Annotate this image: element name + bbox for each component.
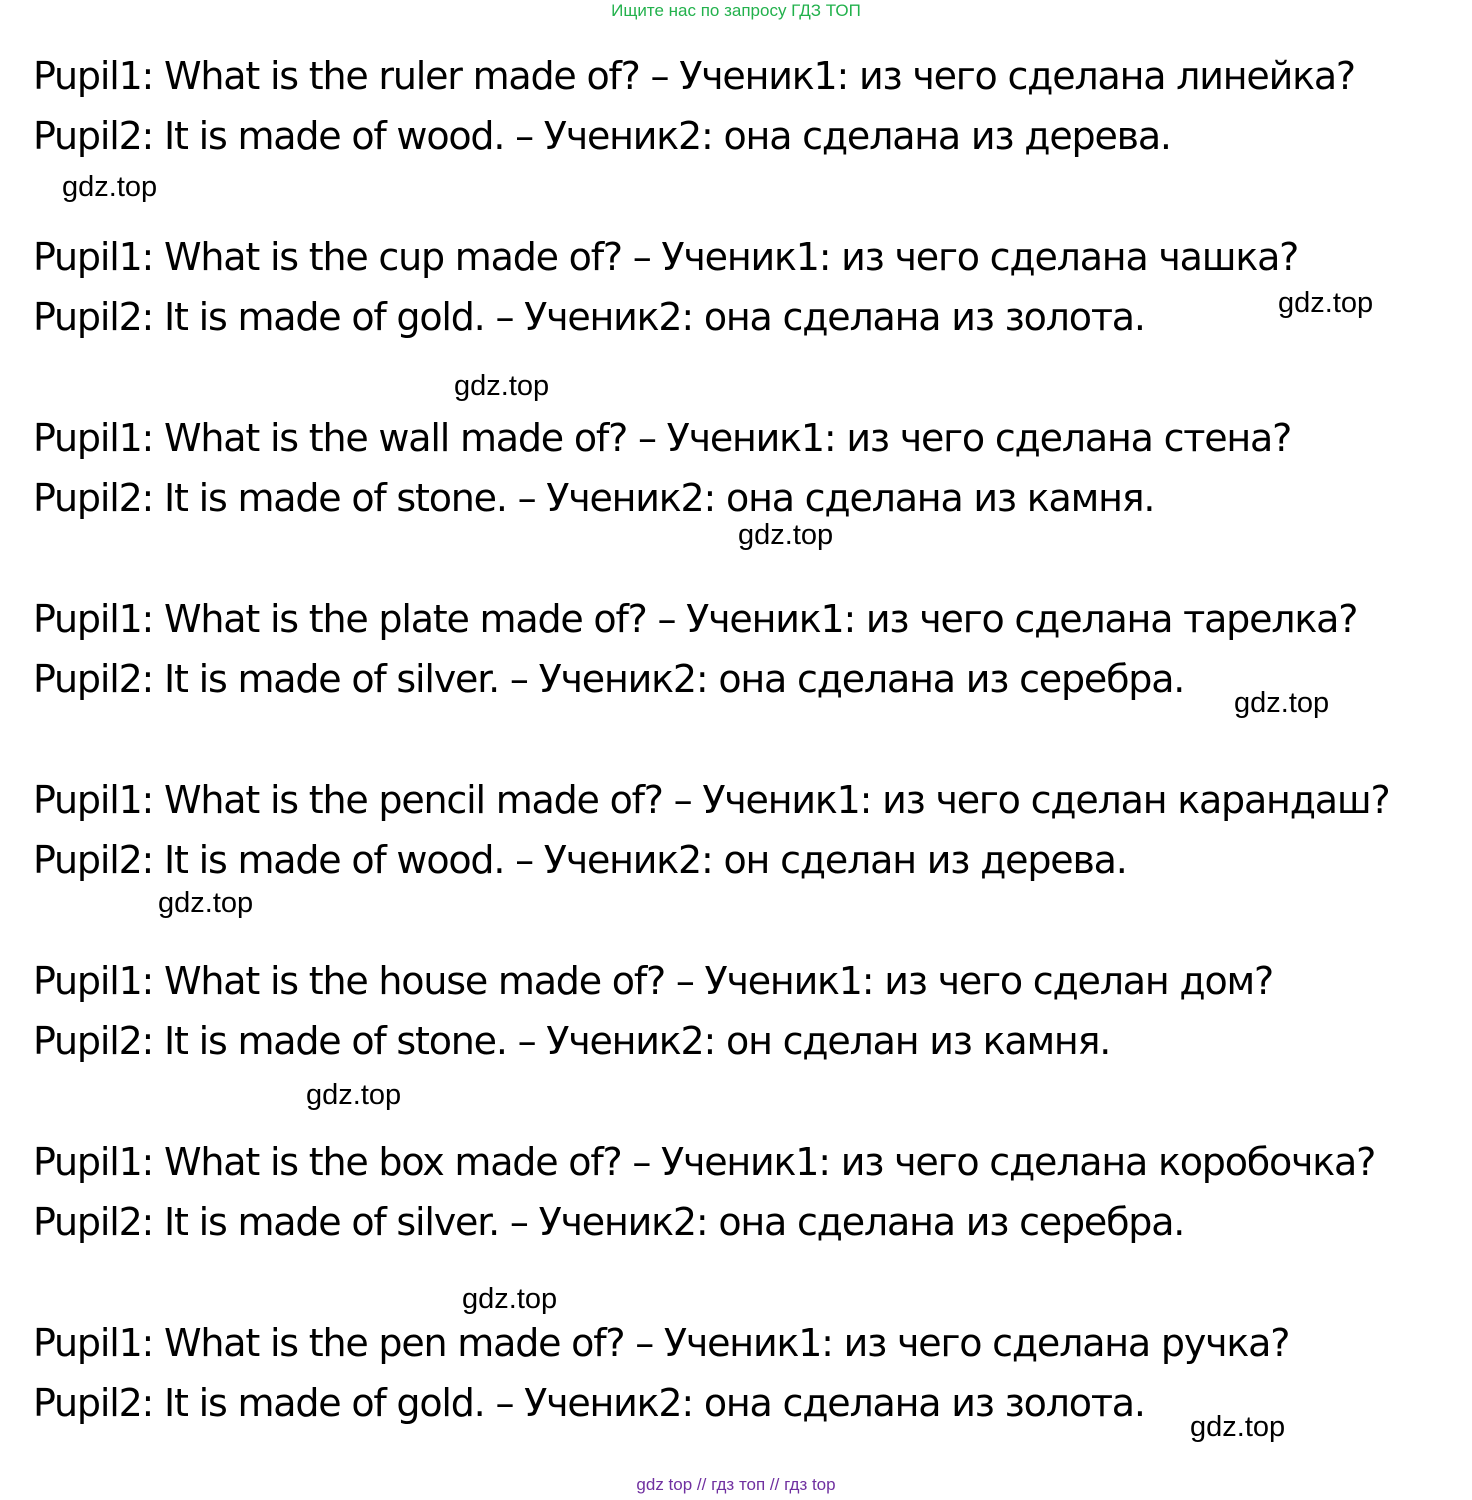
top-banner: Ищите нас по запросу ГДЗ ТОП xyxy=(611,1,861,20)
watermark: gdz.top xyxy=(1234,687,1330,719)
question-line-pencil: Pupil1: What is the pencil made of? – Ученик1: из чего сделан карандаш? xyxy=(33,778,1390,822)
question-line-box: Pupil1: What is the box made of? – Ученик1: из чего сделана коробочка? xyxy=(33,1140,1376,1184)
watermark: gdz.top xyxy=(158,887,254,919)
watermark: gdz.top xyxy=(62,171,158,203)
answer-line-wall: Pupil2: It is made of stone. – Ученик2: она сделана из камня. xyxy=(33,476,1155,520)
answer-line-plate: Pupil2: It is made of silver. – Ученик2: она сделана из серебра. xyxy=(33,657,1185,701)
watermark: gdz.top xyxy=(1190,1411,1286,1443)
answer-line-pen: Pupil2: It is made of gold. – Ученик2: она сделана из золота. xyxy=(33,1381,1145,1425)
watermark: gdz.top xyxy=(1278,287,1374,319)
watermark: gdz.top xyxy=(306,1079,402,1111)
question-line-pen: Pupil1: What is the pen made of? – Ученик1: из чего сделана ручка? xyxy=(33,1321,1290,1365)
question-line-wall: Pupil1: What is the wall made of? – Ученик1: из чего сделана стена? xyxy=(33,416,1292,460)
question-line-plate: Pupil1: What is the plate made of? – Ученик1: из чего сделана тарелка? xyxy=(33,597,1358,641)
watermark: gdz.top xyxy=(462,1283,558,1315)
question-line-ruler: Pupil1: What is the ruler made of? – Ученик1: из чего сделана линейка? xyxy=(33,54,1355,98)
answer-line-house: Pupil2: It is made of stone. – Ученик2: он сделан из камня. xyxy=(33,1019,1111,1063)
watermark: gdz.top xyxy=(454,370,550,402)
footer-links: gdz top // гдз топ // гдз top xyxy=(636,1475,836,1494)
question-line-house: Pupil1: What is the house made of? – Ученик1: из чего сделан дом? xyxy=(33,959,1273,1003)
watermark: gdz.top xyxy=(738,519,834,551)
answer-line-box: Pupil2: It is made of silver. – Ученик2: она сделана из серебра. xyxy=(33,1200,1185,1244)
answer-line-pencil: Pupil2: It is made of wood. – Ученик2: он сделан из дерева. xyxy=(33,838,1127,882)
answer-line-ruler: Pupil2: It is made of wood. – Ученик2: она сделана из дерева. xyxy=(33,114,1171,158)
answer-line-cup: Pupil2: It is made of gold. – Ученик2: она сделана из золота. xyxy=(33,295,1145,339)
question-line-cup: Pupil1: What is the cup made of? – Ученик1: из чего сделана чашка? xyxy=(33,235,1299,279)
